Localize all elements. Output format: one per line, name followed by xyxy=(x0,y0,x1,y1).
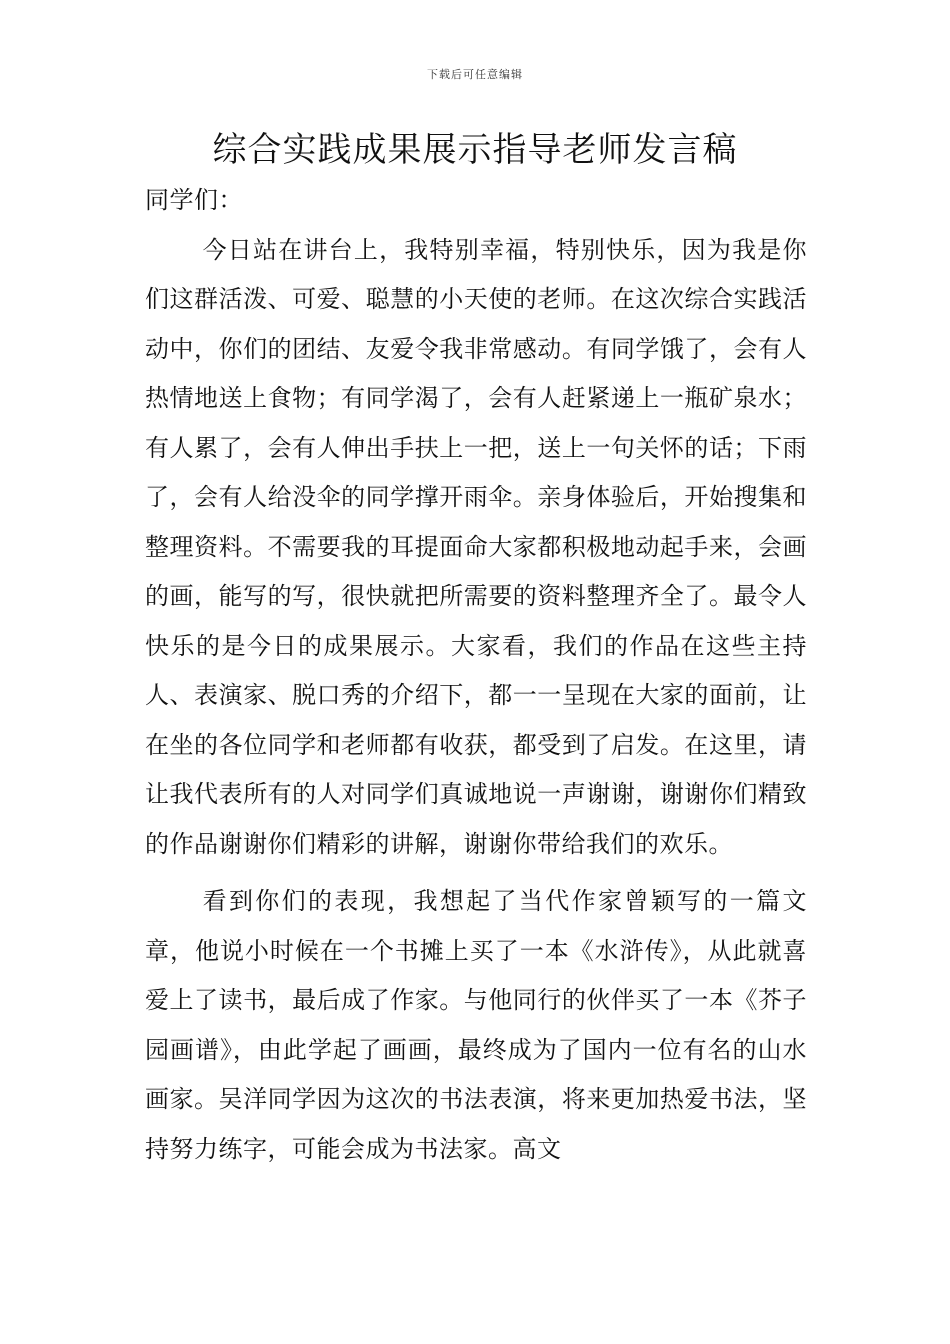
header-note: 下载后可任意编辑 xyxy=(427,68,523,81)
salutation: 同学们： xyxy=(145,186,243,214)
paragraph-1: 今日站在讲台上，我特别幸福，特别快乐，因为我是你们这群活泼、可爱、聪慧的小天使的老师。在这次综合实践活动中，你们的团结、友爱令我非常感动。有同学饿了，会有人热情地送上食物；有同学渴了，会有人赶紧递上一瓶矿泉水；有人累了，会有人伸出手扶上一把，送上一句关怀的话；下雨了，会有人给没伞的同学撑开雨伞。亲身体验后，开始搜集和整理资料。不需要我的耳提面命大家都积极地动起手来，会画的画，能写的写，很快就把所需要的资料整理齐全了。最令人快乐的是今日的成果展示。大家看，我们的作品在这些主持人、表演家、脱口秀的介绍下，都一一呈现在大家的面前，让在坐的各位同学和老师都有收获，都受到了启发。在这里，请让我代表所有的人对同学们真诚地说一声谢谢，谢谢你们精致的作品谢谢你们精彩的讲解，谢谢你带给我们的欢乐。 xyxy=(145,235,807,858)
document-body xyxy=(145,176,807,1174)
document-title: 综合实践成果展示指导老师发言稿 xyxy=(212,130,738,170)
paragraph-2: 看到你们的表现，我想起了当代作家曾颖写的一篇文章，他说小时候在一个书摊上买了一本《水浒传》，从此就喜爱上了读书，最后成了作家。与他同行的伙伴买了一本《芥子园画谱》，由此学起了画画，最终成为了国内一位有名的山水画家。吴洋同学因为这次的书法表演，将来更加热爱书法，坚持努力练字，可能会成为书法家。高文 xyxy=(145,887,807,1163)
